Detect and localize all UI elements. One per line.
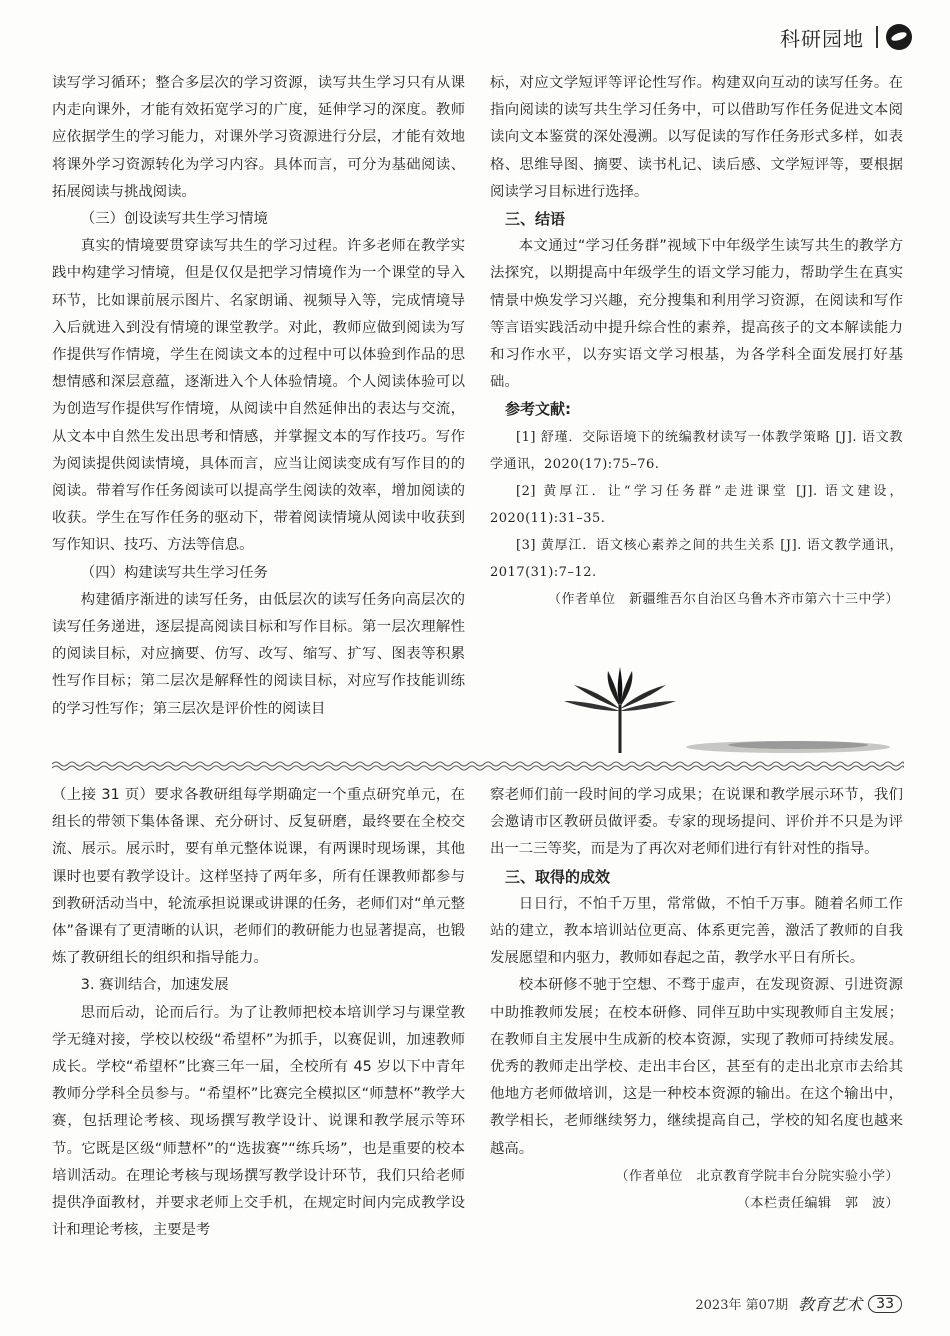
page-footer: [695, 1292, 902, 1315]
column-top-right: [490, 70, 903, 613]
magazine-name: 教育艺术: [798, 1295, 863, 1314]
magazine-logo-icon: [886, 24, 912, 50]
paragraph: 读写学习循环；整合多层次的学习资源，读写共生学习只有从课内走向课外，才能有效拓宽学习的广度，延伸学习的深度。教师应依据学生的学习能力，对课外学习资源进行分层，才能有效地将课外学习资源转化为学习内容。具体而言，可分为基础阅读、拓展阅读与挑战阅读。: [52, 75, 465, 200]
subheading: 3. 赛训结合，加速发展: [80, 977, 229, 994]
flower-illustration: [560, 665, 680, 755]
header-divider: [876, 26, 878, 48]
column-editor: （本栏责任编辑 郭 波）: [736, 1196, 899, 1212]
author-affiliation: （作者单位 北京教育学院丰台分院实验小学）: [615, 1168, 899, 1184]
paragraph: 标，对应文学短评等评论性写作。构建双向互动的读写任务。在指向阅读的读写共生学习任务中，可以借助写作任务促进文本阅读向文本鉴赏的深处漫溯。以写促读的写作任务形式多样，如表格、思维导图、摘要、读书札记、读后感、文学短评等，要根据阅读学习目标进行选择。: [490, 75, 903, 200]
paragraph: 校本研修不驰于空想、不骛于虚声，在发现资源、引进资源中助推教师发展；在校本研修、同伴互助中实现教师自主发展；在教师自主发展中生成新的校本资源，实现了教师可持续发展。优秀的教师走出学校、走出丰台区，甚至有的走出北京市去给其他地方老师做培训，这是一种校本资源的输出。在这个输出中，教学相长，老师继续努力，继续提高自己，学校的知名度也越来越高。: [490, 977, 903, 1157]
issue-number: 2023年 第07期: [695, 1298, 789, 1313]
column-bottom-right: [490, 782, 903, 1217]
page-number: 33: [868, 1295, 902, 1313]
author-affiliation: （作者单位 新疆维吾尔自治区乌鲁木齐市第六十三中学）: [547, 591, 899, 607]
paragraph: 本文通过“学习任务群”视域下中年级学生读写共生的教学方法探究，以期提高中年级学生的语文学习能力，帮助学生在真实情景中焕发学习兴趣，充分搜集和利用学习资源，在阅读和写作等言语实践活动中提升综合性的素养，提高孩子的文本解读能力和习作水平，以夯实语文学习根基，为各学科全面发展打好基础。: [490, 238, 903, 391]
section-title: 科研园地: [780, 26, 864, 51]
references-heading: 参考文献:: [505, 400, 571, 419]
ink-wash-decoration: [683, 735, 893, 753]
paragraph: 真实的情境要贯穿读写共生的学习过程。许多老师在教学实践中构建学习情境，但是仅仅是把学习情境作为一个课堂的导入环节，比如课前展示图片、名家朗诵、视频导入等，完成情境导入后就进入到没有情境的课堂教学。对此，教师应做到阅读为写作提供写作情境，学生在阅读文本的过程中可以体验到作品的思想情感和深层意蕴，逐渐进入个人体验情境。个人阅读体验可以为创造写作提供写作情境，从阅读中自然延伸出的表达与交流，从文本中自然生发出思考和情感，并掌握文本的写作技巧。写作为阅读提供阅读情境，具体而言，应当让阅读变成有写作目的的阅读。带着写作任务阅读可以提高学生阅读的效率，增加阅读的收获。学生在写作任务的驱动下，带着阅读情境从阅读中收获到写作知识、技巧、方法等信息。: [52, 238, 465, 554]
page-header: [780, 22, 912, 52]
section-heading: 三、取得的成效: [505, 867, 611, 886]
wavy-divider: [52, 760, 904, 772]
paragraph: （上接 31 页）要求各教研组每学期确定一个重点研究单元，在组长的带领下集体备课、充分研讨、反复研磨，最终要在全校交流、展示。展示时，要有单元整体说课，有两课时现场课，其他课时也要有教学设计。这样坚持了两年多，所有任课教师都参与到教研活动当中，轮流承担说课或讲课的任务，老师们对“单元整体”备课有了更清晰的认识，老师们的教研能力也显著提高，也锻炼了教研组长的组织和指导能力。: [52, 787, 465, 967]
reference-item: [3] 黄厚江．语文核心素养之间的共生关系 [J]. 语文教学通讯，2017(31):7–12.: [490, 537, 903, 580]
section-heading: 三、结语: [505, 210, 566, 229]
column-top-left: [52, 70, 465, 723]
paragraph: 构建循序渐进的读写任务，由低层次的读写任务向高层次的读写任务递进，逐层提高阅读目标和写作目标。第一层次理解性的阅读目标，对应摘要、仿写、改写、缩写、扩写、图表等积累性写作目标；第二层次是解释性的阅读目标，对应写作技能训练的学习性写作；第三层次是评价性的阅读目: [52, 591, 465, 717]
paragraph: 思而后动，论而后行。为了让教师把校本培训学习与课堂教学无缝对接，学校以校级“希望杯”为抓手，以赛促训，加速教师成长。学校“希望杯”比赛三年一届，全校所有 45 岁以下中青年教师分学科全员参与。“希望杯”比赛完全模拟区“师慧杯”教学大赛，包括理论考核、现场撰写教学设计、说课和教学展示等环节。它既是区级“师慧杯”的“选拔赛”“练兵场”，也是重要的校本培训活动。在理论考核与现场撰写教学设计环节，我们只给老师提供净面教材，并要求老师上交手机，在规定时间内完成教学设计和理论考核，主要是考: [52, 1004, 465, 1239]
subheading: （三）创设读写共生学习情境: [80, 211, 268, 228]
reference-item: [2] 黄厚江．让“学习任务群”走进课堂 [J]. 语文建设，2020(11):31–35.: [490, 483, 903, 526]
paragraph: 日日行，不怕千万里，常常做，不怕千万事。随着名师工作站的建立，教本培训站位更高、体系更完善，激活了教师的自我发展愿望和内驱力，教师如春起之苗，教学水平日有所长。: [490, 895, 903, 967]
paragraph: 察老师们前一段时间的学习成果；在说课和教学展示环节，我们会邀请市区教研员做评委。专家的现场提问、评价并不只是为评出一二三等奖，而是为了再次对老师们进行有针对性的指导。: [490, 787, 903, 858]
column-bottom-left: [52, 782, 465, 1244]
subheading: （四）构建读写共生学习任务: [80, 564, 268, 581]
reference-item: [1] 舒瑾．交际语境下的统编教材读写一体教学策略 [J]. 语文教学通讯，2020(17):75–76.: [490, 429, 903, 472]
